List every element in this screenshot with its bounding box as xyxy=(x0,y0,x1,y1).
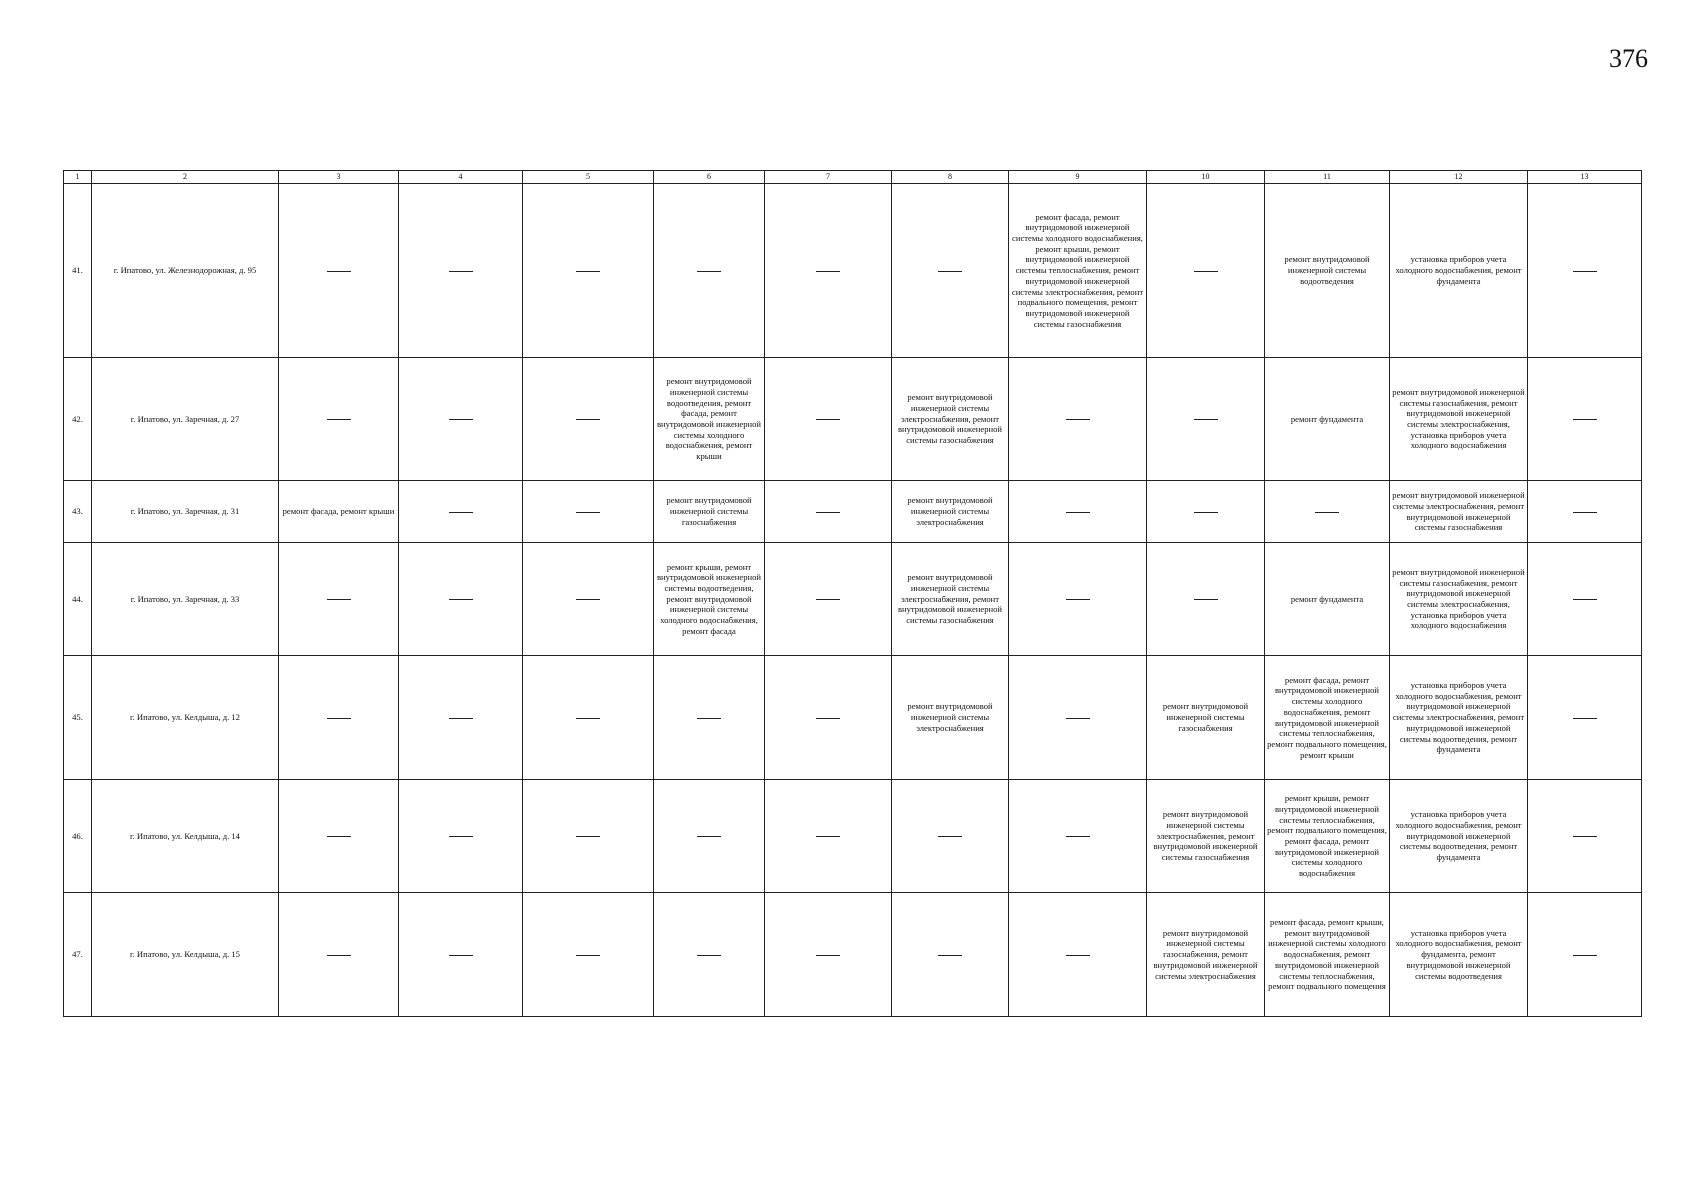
dash-mark xyxy=(938,955,962,956)
empty-cell xyxy=(1528,656,1642,780)
column-number: 11 xyxy=(1265,171,1390,184)
empty-cell xyxy=(765,481,892,543)
empty-cell xyxy=(1009,656,1147,780)
dash-mark xyxy=(449,836,473,837)
column-number: 2 xyxy=(92,171,279,184)
column-number: 6 xyxy=(654,171,765,184)
table-body xyxy=(64,184,1642,1017)
work-cell: ремонт фасада, ремонт крыши xyxy=(279,481,399,543)
column-number: 1 xyxy=(64,171,92,184)
dash-mark xyxy=(1066,419,1090,420)
dash-mark xyxy=(576,419,600,420)
dash-mark xyxy=(327,836,351,837)
work-cell: ремонт внутридомовой инженерной системы электроснабжения xyxy=(892,481,1009,543)
column-number: 13 xyxy=(1528,171,1642,184)
empty-cell xyxy=(1528,893,1642,1017)
empty-cell xyxy=(399,358,523,481)
dash-mark xyxy=(327,419,351,420)
empty-cell xyxy=(1528,481,1642,543)
row-number: 45. xyxy=(64,656,92,780)
empty-cell xyxy=(279,780,399,893)
work-cell: ремонт внутридомовой инженерной системы газоснабжения xyxy=(654,481,765,543)
column-number: 3 xyxy=(279,171,399,184)
work-cell: ремонт фасада, ремонт внутридомовой инженерной системы холодного водоснабжения, ремонт крыши, ремонт внутридомовой инженерной системы теплоснабжения, ремонт внутридомовой инженерной системы электроснабжения, ремонт подвального помещения, ремонт внутридомовой инженерной системы газоснабжения xyxy=(1009,184,1147,358)
address-cell: г. Ипатово, ул. Келдыша, д. 12 xyxy=(92,656,279,780)
address-cell: г. Ипатово, ул. Заречная, д. 33 xyxy=(92,543,279,656)
work-cell: ремонт фундамента xyxy=(1265,543,1390,656)
row-number: 44. xyxy=(64,543,92,656)
empty-cell xyxy=(279,184,399,358)
row-number: 47. xyxy=(64,893,92,1017)
dash-mark xyxy=(1194,419,1218,420)
work-cell: ремонт фасада, ремонт крыши, ремонт внутридомовой инженерной системы холодного водоснабжения, ремонт внутридомовой инженерной системы теплоснабжения, ремонт подвального помещения xyxy=(1265,893,1390,1017)
work-cell: ремонт внутридомовой инженерной системы электроснабжения, ремонт внутридомовой инженерной системы газоснабжения xyxy=(1390,481,1528,543)
empty-cell xyxy=(399,184,523,358)
dash-mark xyxy=(1066,512,1090,513)
column-number: 12 xyxy=(1390,171,1528,184)
table-row xyxy=(64,184,1642,358)
empty-cell xyxy=(1009,358,1147,481)
dash-mark xyxy=(1066,599,1090,600)
empty-cell xyxy=(399,543,523,656)
empty-cell xyxy=(1528,184,1642,358)
dash-mark xyxy=(1194,512,1218,513)
empty-cell xyxy=(765,780,892,893)
dash-mark xyxy=(576,271,600,272)
empty-cell xyxy=(654,184,765,358)
table-row xyxy=(64,358,1642,481)
work-cell: установка приборов учета холодного водоснабжения, ремонт фундамента xyxy=(1390,184,1528,358)
empty-cell xyxy=(523,780,654,893)
empty-cell xyxy=(654,780,765,893)
empty-cell xyxy=(654,656,765,780)
work-cell: ремонт внутридомовой инженерной системы газоснабжения, ремонт внутридомовой инженерной системы электроснабжения, установка приборов учета холодного водоснабжения xyxy=(1390,543,1528,656)
dash-mark xyxy=(327,271,351,272)
empty-cell xyxy=(523,184,654,358)
dash-mark xyxy=(1194,271,1218,272)
column-number: 10 xyxy=(1147,171,1265,184)
empty-cell xyxy=(765,184,892,358)
dash-mark xyxy=(697,955,721,956)
work-cell: установка приборов учета холодного водоснабжения, ремонт внутридомовой инженерной системы водоотведения, ремонт фундамента xyxy=(1390,780,1528,893)
dash-mark xyxy=(1573,955,1597,956)
work-cell: установка приборов учета холодного водоснабжения, ремонт фундамента, ремонт внутридомовой инженерной системы водоотведения xyxy=(1390,893,1528,1017)
work-cell: установка приборов учета холодного водоснабжения, ремонт внутридомовой инженерной системы электроснабжения, ремонт внутридомовой инженерной системы водоотведения, ремонт фундамента xyxy=(1390,656,1528,780)
table-row xyxy=(64,780,1642,893)
work-cell: ремонт внутридомовой инженерной системы электроснабжения, ремонт внутридомовой инженерной системы газоснабжения xyxy=(892,358,1009,481)
work-cell: ремонт внутридомовой инженерной системы электроснабжения, ремонт внутридомовой инженерной системы газоснабжения xyxy=(892,543,1009,656)
dash-mark xyxy=(1573,836,1597,837)
dash-mark xyxy=(576,599,600,600)
empty-cell xyxy=(765,358,892,481)
row-number: 42. xyxy=(64,358,92,481)
work-cell: ремонт внутридомовой инженерной системы газоснабжения xyxy=(1147,656,1265,780)
empty-cell xyxy=(892,780,1009,893)
empty-cell xyxy=(1528,358,1642,481)
empty-cell xyxy=(1009,780,1147,893)
dash-mark xyxy=(576,955,600,956)
dash-mark xyxy=(816,512,840,513)
empty-cell xyxy=(765,656,892,780)
empty-cell xyxy=(523,358,654,481)
dash-mark xyxy=(938,271,962,272)
page-number: 376 xyxy=(1609,44,1648,73)
work-cell: ремонт крыши, ремонт внутридомовой инженерной системы водоотведения, ремонт внутридомовой инженерной системы холодного водоснабжения, ремонт фасада xyxy=(654,543,765,656)
address-cell: г. Ипатово, ул. Келдыша, д. 15 xyxy=(92,893,279,1017)
table-row xyxy=(64,481,1642,543)
column-number: 9 xyxy=(1009,171,1147,184)
dash-mark xyxy=(697,836,721,837)
empty-cell xyxy=(1009,481,1147,543)
empty-cell xyxy=(1528,780,1642,893)
empty-cell xyxy=(1528,543,1642,656)
dash-mark xyxy=(327,955,351,956)
dash-mark xyxy=(576,718,600,719)
empty-cell xyxy=(1147,184,1265,358)
empty-cell xyxy=(523,656,654,780)
dash-mark xyxy=(697,271,721,272)
dash-mark xyxy=(697,718,721,719)
empty-cell xyxy=(399,481,523,543)
empty-cell xyxy=(1009,543,1147,656)
empty-cell xyxy=(1147,543,1265,656)
column-number: 4 xyxy=(399,171,523,184)
dash-mark xyxy=(816,718,840,719)
work-schedule-table xyxy=(63,170,1642,1017)
dash-mark xyxy=(327,599,351,600)
dash-mark xyxy=(816,599,840,600)
empty-cell xyxy=(523,481,654,543)
empty-cell xyxy=(1147,358,1265,481)
dash-mark xyxy=(1066,836,1090,837)
empty-cell xyxy=(892,893,1009,1017)
table-row xyxy=(64,893,1642,1017)
address-cell: г. Ипатово, ул. Заречная, д. 31 xyxy=(92,481,279,543)
empty-cell xyxy=(765,543,892,656)
work-cell: ремонт внутридомовой инженерной системы электроснабжения, ремонт внутридомовой инженерной системы газоснабжения xyxy=(1147,780,1265,893)
dash-mark xyxy=(449,599,473,600)
dash-mark xyxy=(1315,512,1339,513)
address-cell: г. Ипатово, ул. Железнодорожная, д. 95 xyxy=(92,184,279,358)
dash-mark xyxy=(1194,599,1218,600)
empty-cell xyxy=(279,358,399,481)
empty-cell xyxy=(399,893,523,1017)
table-row xyxy=(64,656,1642,780)
empty-cell xyxy=(654,893,765,1017)
dash-mark xyxy=(576,512,600,513)
dash-mark xyxy=(1066,718,1090,719)
dash-mark xyxy=(449,271,473,272)
column-number: 7 xyxy=(765,171,892,184)
row-number: 41. xyxy=(64,184,92,358)
work-cell: ремонт внутридомовой инженерной системы газоснабжения, ремонт внутридомовой инженерной системы электроснабжения xyxy=(1147,893,1265,1017)
empty-cell xyxy=(279,656,399,780)
address-cell: г. Ипатово, ул. Заречная, д. 27 xyxy=(92,358,279,481)
empty-cell xyxy=(892,184,1009,358)
work-cell: ремонт крыши, ремонт внутридомовой инженерной системы теплоснабжения, ремонт подвального помещения, ремонт фасада, ремонт внутридомовой инженерной системы холодного водоснабжения xyxy=(1265,780,1390,893)
column-number-row xyxy=(64,171,1642,184)
dash-mark xyxy=(1573,599,1597,600)
empty-cell xyxy=(1147,481,1265,543)
empty-cell xyxy=(399,780,523,893)
dash-mark xyxy=(816,271,840,272)
empty-cell xyxy=(765,893,892,1017)
dash-mark xyxy=(816,955,840,956)
dash-mark xyxy=(1573,419,1597,420)
dash-mark xyxy=(449,718,473,719)
work-cell: ремонт фасада, ремонт внутридомовой инженерной системы холодного водоснабжения, ремонт внутридомовой инженерной системы теплоснабжения, ремонт подвального помещения, ремонт крыши xyxy=(1265,656,1390,780)
dash-mark xyxy=(938,836,962,837)
empty-cell xyxy=(279,543,399,656)
row-number: 43. xyxy=(64,481,92,543)
table-row xyxy=(64,543,1642,656)
dash-mark xyxy=(1573,718,1597,719)
work-cell: ремонт внутридомовой инженерной системы электроснабжения xyxy=(892,656,1009,780)
empty-cell xyxy=(279,893,399,1017)
dash-mark xyxy=(1066,955,1090,956)
dash-mark xyxy=(1573,512,1597,513)
row-number: 46. xyxy=(64,780,92,893)
work-schedule-table-wrap xyxy=(63,170,1642,1017)
empty-cell xyxy=(1265,481,1390,543)
empty-cell xyxy=(523,893,654,1017)
empty-cell xyxy=(1009,893,1147,1017)
dash-mark xyxy=(1573,271,1597,272)
work-cell: ремонт фундамента xyxy=(1265,358,1390,481)
dash-mark xyxy=(449,512,473,513)
empty-cell xyxy=(399,656,523,780)
dash-mark xyxy=(576,836,600,837)
dash-mark xyxy=(816,419,840,420)
empty-cell xyxy=(523,543,654,656)
work-cell: ремонт внутридомовой инженерной системы водоотведения xyxy=(1265,184,1390,358)
column-number: 5 xyxy=(523,171,654,184)
work-cell: ремонт внутридомовой инженерной системы водоотведения, ремонт фасада, ремонт внутридомовой инженерной системы холодного водоснабжения, ремонт крыши xyxy=(654,358,765,481)
dash-mark xyxy=(449,955,473,956)
dash-mark xyxy=(327,718,351,719)
address-cell: г. Ипатово, ул. Келдыша, д. 14 xyxy=(92,780,279,893)
dash-mark xyxy=(449,419,473,420)
column-number: 8 xyxy=(892,171,1009,184)
work-cell: ремонт внутридомовой инженерной системы газоснабжения, ремонт внутридомовой инженерной системы электроснабжения, установка приборов учета холодного водоснабжения xyxy=(1390,358,1528,481)
dash-mark xyxy=(816,836,840,837)
